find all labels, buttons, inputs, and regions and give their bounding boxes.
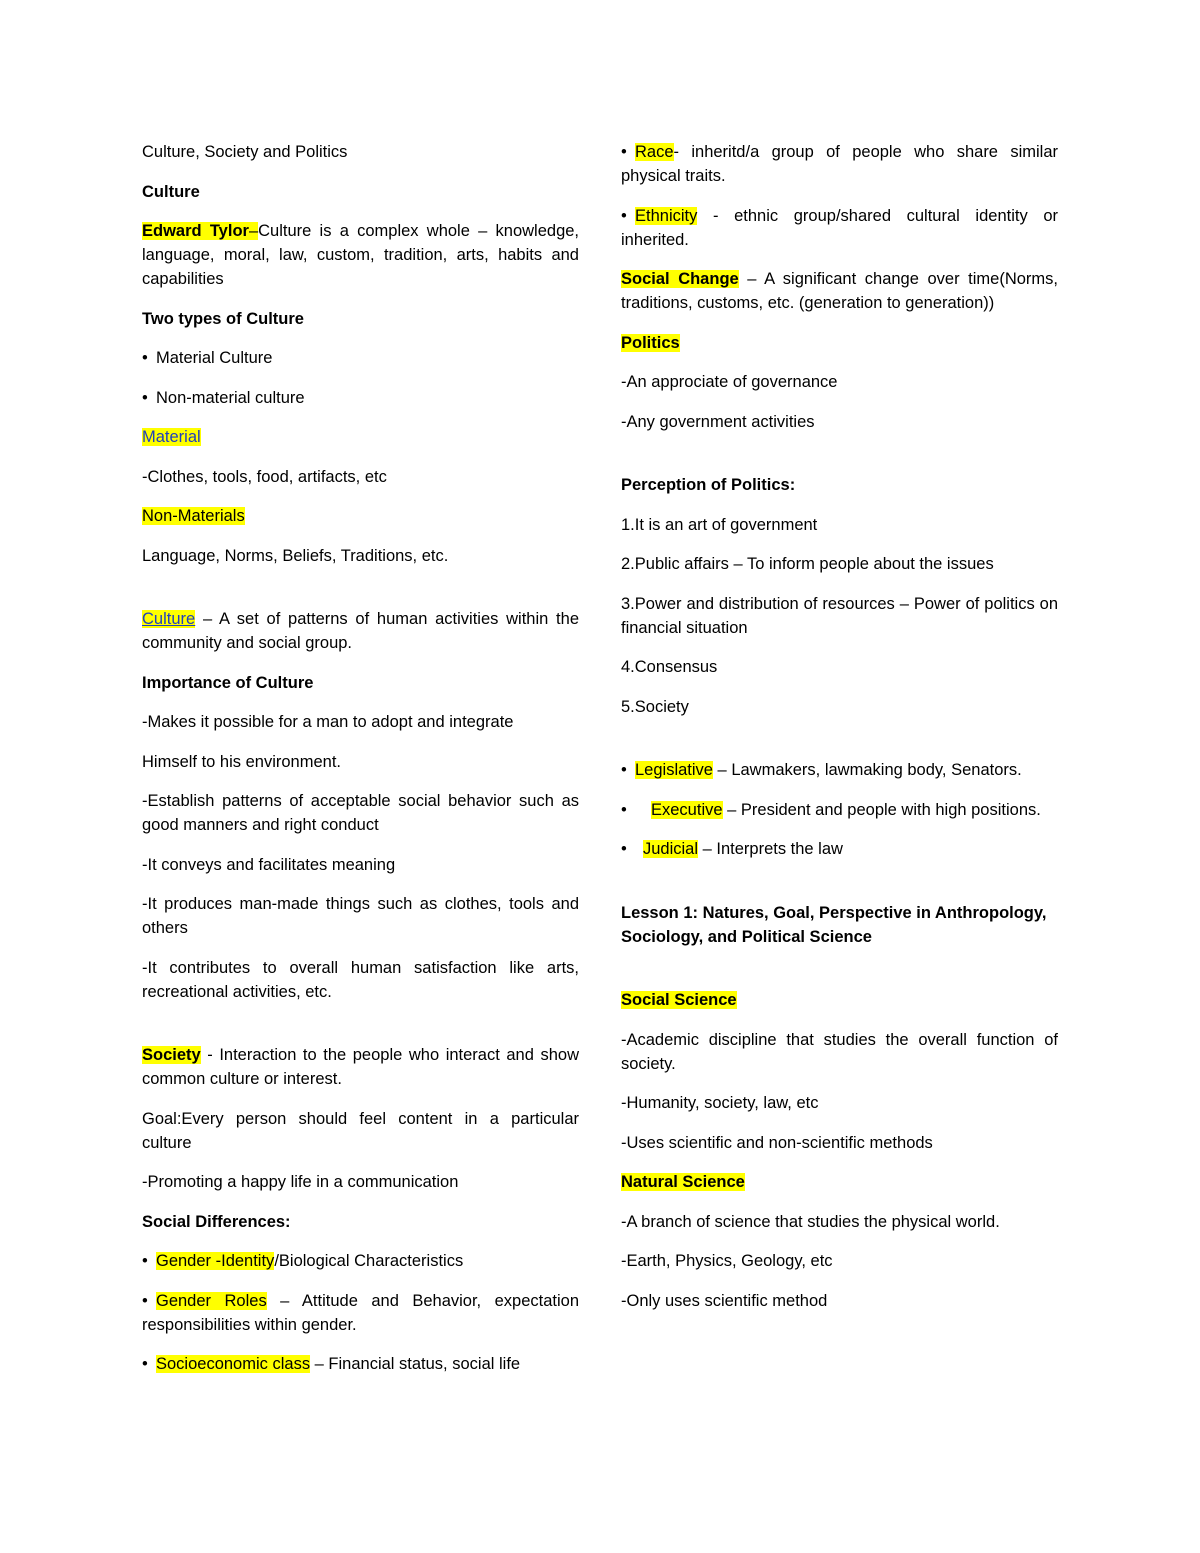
right-column [621, 140, 1058, 1328]
ethnicity-definition [621, 204, 1058, 252]
branch-item [621, 758, 1058, 782]
nonmaterial-text: Language, Norms, Beliefs, Traditions, etc. [142, 546, 449, 565]
natural-science-heading [621, 1170, 1058, 1194]
branch-text: – Interprets the law [698, 840, 843, 858]
race-text: - inheritd/a group of people who share similar physical traits. [621, 143, 1058, 185]
perception-item: 5.Society [621, 697, 689, 716]
importance-item: Himself to his environment. [142, 752, 341, 771]
spacer [142, 583, 579, 607]
social-change-text: – A significant change over time(Norms, traditions, customs, etc. (generation to generation)) [621, 270, 1058, 312]
race-definition [621, 140, 1058, 188]
culture-definition [142, 607, 579, 655]
nonmaterial-label [142, 504, 579, 528]
natural-science-item: -Only uses scientific method [621, 1291, 828, 1310]
society-term: Society [142, 1046, 201, 1064]
bullet-icon: • [621, 840, 627, 858]
politics-heading [621, 331, 1058, 355]
difference-term: Socioeconomic class [156, 1355, 311, 1373]
left-column [142, 140, 579, 1392]
bullet-icon: • [142, 1355, 148, 1373]
society-def-text: - Interaction to the people who interact and show common culture or interest. [142, 1046, 579, 1088]
importance-heading: Importance of Culture [142, 673, 314, 692]
branch-item [621, 798, 1058, 822]
material-text: -Clothes, tools, food, artifacts, etc [142, 467, 387, 486]
lesson-title: Lesson 1: Natures, Goal, Perspective in Anthropology, Sociology, and Political Science [621, 903, 1047, 946]
politics-item: -An approciate of governance [621, 373, 838, 391]
importance-item: -It produces man-made things such as clothes, tools and others [142, 895, 579, 937]
importance-item: -It contributes to overall human satisfaction like arts, recreational activities, etc. [142, 958, 579, 1001]
type-label: Non-material culture [156, 388, 305, 407]
importance-item: -It conveys and facilitates meaning [142, 855, 396, 874]
difference-item [142, 1289, 579, 1337]
material-label-text: Material [142, 428, 201, 446]
perception-item: 3.Power and distribution of resources – Power of politics on financial situation [621, 594, 1058, 637]
perception-item: 1.It is an art of government [621, 515, 818, 534]
two-types-heading: Two types of Culture [142, 309, 304, 328]
document-title: Culture, Society and Politics [142, 143, 348, 161]
natural-science-item: -A branch of science that studies the physical world. [621, 1212, 1000, 1231]
importance-item: -Makes it possible for a man to adopt and integrate [142, 713, 514, 731]
culture-def-text: – A set of patterns of human activities within the community and social group. [142, 610, 579, 652]
difference-item [142, 1249, 579, 1273]
branch-term: Executive [651, 800, 723, 819]
type-item [142, 386, 579, 410]
type-item [142, 346, 579, 370]
spacer [621, 734, 1058, 758]
society-definition [142, 1043, 579, 1091]
type-label: Material Culture [156, 349, 273, 367]
politics-heading-text: Politics [621, 333, 680, 352]
ethnicity-term: Ethnicity [635, 206, 698, 225]
social-science-item: -Uses scientific and non-scientific methods [621, 1133, 933, 1152]
branch-term: Legislative [635, 761, 713, 779]
bullet-icon: • [621, 143, 627, 161]
difference-term: Gender -Identity [156, 1252, 275, 1270]
bullet-icon: • [142, 1291, 148, 1310]
natural-science-heading-text: Natural Science [621, 1173, 745, 1191]
politics-item: -Any government activities [621, 412, 815, 431]
branch-item [621, 837, 1058, 861]
difference-term: Gender Roles [156, 1291, 267, 1310]
social-science-heading [621, 988, 1058, 1012]
social-change-term: Social Change [621, 270, 739, 288]
bullet-icon: • [142, 349, 148, 367]
spacer [621, 877, 1058, 901]
bullet-icon: • [142, 1252, 148, 1270]
difference-text: – Attitude and Behavior, expectation responsibilities within gender. [142, 1291, 580, 1334]
tylor-name: Edward Tylor [142, 222, 249, 240]
bullet-icon: • [621, 761, 627, 779]
nonmaterial-label-text: Non-Materials [142, 507, 245, 525]
branch-text: – Lawmakers, lawmaking body, Senators. [712, 761, 1022, 779]
spacer [621, 449, 1058, 473]
social-change-definition [621, 267, 1058, 315]
difference-text: – Financial status, social life [310, 1355, 521, 1373]
social-science-heading-text: Social Science [621, 991, 737, 1009]
bullet-icon: • [621, 206, 627, 225]
bullet-icon: • [142, 388, 148, 407]
social-science-item: -Academic discipline that studies the overall function of society. [621, 1030, 1058, 1073]
tylor-sep: – [248, 222, 259, 240]
difference-text: /Biological Characteristics [274, 1252, 464, 1270]
culture-term: Culture [142, 610, 196, 628]
ethnicity-text: - ethnic group/shared cultural identity or inherited. [621, 206, 1058, 249]
social-differences-heading: Social Differences: [142, 1212, 291, 1231]
race-term: Race [635, 143, 674, 161]
spacer [142, 1019, 579, 1043]
material-label [142, 425, 579, 449]
goal-text: Goal:Every person should feel content in a particular culture [142, 1109, 579, 1152]
social-science-item: -Humanity, society, law, etc [621, 1094, 819, 1112]
bullet-icon: • [621, 800, 627, 819]
branch-text: – President and people with high positions. [722, 800, 1041, 819]
spacer [621, 964, 1058, 988]
tylor-text: Culture is a complex whole – knowledge, language, moral, law, custom, tradition, arts, habits and capabilities [142, 222, 580, 288]
natural-science-item: -Earth, Physics, Geology, etc [621, 1252, 833, 1270]
perception-item: 4.Consensus [621, 658, 718, 676]
branch-term: Judicial [643, 840, 699, 858]
importance-item: -Establish patterns of acceptable social behavior such as good manners and right conduct [142, 792, 579, 834]
tylor-definition [142, 219, 579, 291]
culture-heading: Culture [142, 182, 200, 201]
perception-item: 2.Public affairs – To inform people about the issues [621, 555, 994, 573]
difference-item [142, 1352, 579, 1376]
promoting-text: -Promoting a happy life in a communication [142, 1173, 459, 1191]
perception-heading: Perception of Politics: [621, 476, 796, 494]
